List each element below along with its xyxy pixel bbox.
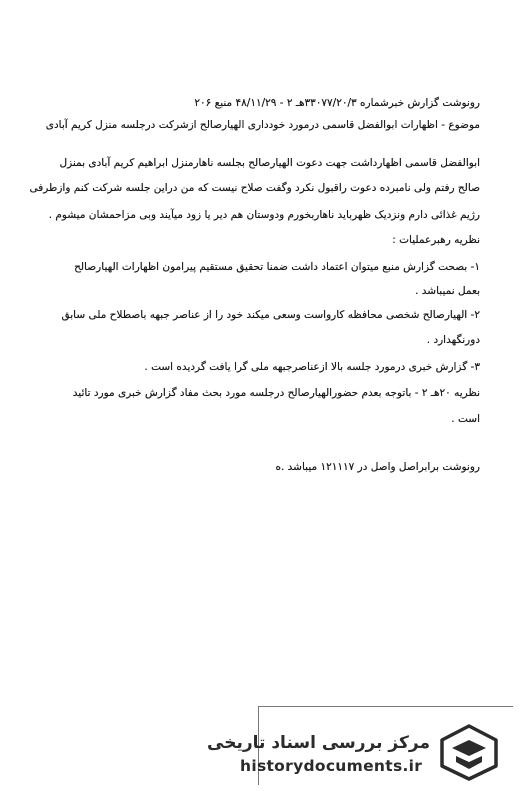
item-1-line: ۱- بصحت گزارش منبع میتوان اعتماد داشت ضمنا تحقیق مستقیم پیرامون اظهارات الهیارصالح <box>74 261 480 273</box>
item-1-line: بعمل نمیباشد . <box>415 285 480 297</box>
item-3-line: ۳- گزارش خبری درمورد جلسه بالا ازعناصرجبهه ملی گرا یافت گردیده است . <box>144 361 480 373</box>
item-2-line: ۲- الهیارصالح شخصی محافظه کارواست وسعی میکند خود را از عناصر جبهه باصطلاح ملی سابق <box>61 309 480 321</box>
body-line: صالح رفتم ولی نامبرده دعوت راقبول نکرد وگفت صلاح نیست که من دراین جلسه شرکت کنم وازطرفی <box>29 182 480 194</box>
org-name: مرکز بررسی اسناد تاریخی <box>207 733 430 753</box>
footer-line: رونوشت برابراصل واصل در ۱۲۱۱۱۷ میباشد .ه <box>275 461 480 473</box>
evaluation-2-line: نظریه ۲۰هـ‍ ۲ - باتوجه بعدم حضورالهیارصالح درجلسه مورد بحث مفاد گزارش خبری مورد تائید <box>72 387 480 399</box>
item-2-line: دورنگهدارد . <box>426 334 480 346</box>
body-line: رژیم غذائی دارم ونزدیک ظهرباید ناهاربخورم ودوستان هم دیر یا زود میآیند وبی مزاحمشان میشوم . <box>48 209 480 221</box>
subject-line: موضوع - اظهارات ابوالفضل قاسمی درمورد خودداری الهیارصالح ازشرکت درجلسه منزل کریم آبادی <box>45 119 480 131</box>
header-line-1: رونوشت گزارش خبرشماره ۳۳۰۷۷/۲۰/۳هـ‍ ۲ - ۴۸/۱۱/۲۹ منبع ۲۰۶ <box>194 97 480 109</box>
evaluation-heading: نظریه رهبرعملیات : <box>392 234 480 246</box>
body-line: ابوالفضل قاسمی اظهارداشت جهت دعوت الهیارصالح بجلسه ناهارمنزل ابراهیم کریم آبادی بمنزل <box>59 157 480 169</box>
organization-logo-icon <box>436 722 502 782</box>
evaluation-2-line: است . <box>451 413 480 425</box>
org-url: historydocuments.ir <box>240 757 423 775</box>
